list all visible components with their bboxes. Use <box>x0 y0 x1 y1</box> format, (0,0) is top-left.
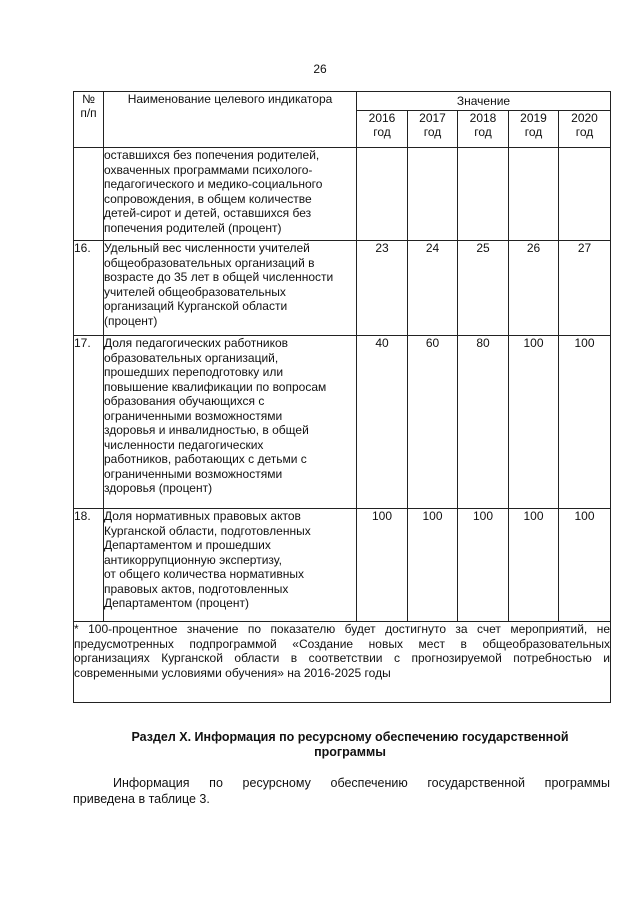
indicator-name <box>104 148 357 241</box>
indicator-name-line: учителей общеобразовательных <box>104 284 286 299</box>
page-number: 26 <box>313 62 327 76</box>
indicator-name <box>104 336 357 509</box>
indicator-name <box>104 509 357 622</box>
year-label: 2018 <box>469 111 497 125</box>
paragraph-line-2: приведена в таблице 3. <box>73 791 210 806</box>
indicator-name-line: Доля педагогических работников <box>104 336 289 350</box>
indicator-value: 100 <box>408 509 458 622</box>
table-header-row <box>74 92 611 111</box>
row-number <box>74 148 104 241</box>
indicator-name <box>104 241 357 336</box>
row-number: 17. <box>74 336 104 509</box>
year-unit: год <box>474 125 492 139</box>
year-unit: год <box>524 125 543 139</box>
indicator-value: 80 <box>458 336 509 509</box>
indicator-name-line: общеобразовательных организаций в <box>104 255 315 270</box>
indicator-name-line: попечения родителей (процент) <box>104 220 282 235</box>
indicator-value: 100 <box>559 336 611 509</box>
indicator-name-line: оставшихся без попечения родителей, <box>104 148 320 162</box>
indicator-name-line: ограниченными возможностями <box>104 466 283 481</box>
section-title-line-1: Раздел X. Информация по ресурсному обеспечению государственной <box>131 730 569 744</box>
row-number: 16. <box>74 241 104 336</box>
year-unit: год <box>423 125 442 139</box>
indicator-name-line: образования обучающихся с <box>104 394 265 408</box>
indicator-value <box>559 148 611 241</box>
indicator-name-line: правовых актов, подготовленных <box>104 581 289 596</box>
header-values: Значение <box>357 92 611 111</box>
indicator-value: 25 <box>458 241 509 336</box>
header-year-2020 <box>559 111 611 148</box>
year-label: 2016 <box>368 111 396 125</box>
table-row <box>74 241 611 336</box>
indicator-value <box>458 148 509 241</box>
header-year-2016 <box>357 111 408 148</box>
target-indicators-table <box>73 91 611 703</box>
indicator-value: 100 <box>357 509 408 622</box>
indicator-name-line: образовательных организаций, <box>104 350 279 365</box>
table-row <box>74 148 611 241</box>
year-label: 2019 <box>520 111 547 125</box>
header-year-2017 <box>408 111 458 148</box>
table-row <box>74 336 611 509</box>
indicator-name-line: численности педагогических <box>104 437 264 452</box>
indicator-value: 26 <box>509 241 559 336</box>
indicator-value: 100 <box>559 509 611 622</box>
indicator-name-line: здоровья (процент) <box>104 481 213 495</box>
indicator-name-line: охваченных программами психолого- <box>104 162 313 177</box>
section-title <box>100 730 600 760</box>
section-title-line-2: программы <box>314 745 386 759</box>
indicator-name-line: педагогического и медико-социального <box>104 177 323 191</box>
indicator-value <box>509 148 559 241</box>
header-year-2018 <box>458 111 509 148</box>
indicator-value: 100 <box>458 509 509 622</box>
year-unit: год <box>373 125 391 139</box>
indicator-value: 23 <box>357 241 408 336</box>
paragraph-line-1: Информация по ресурсному обеспечению государственной программы <box>113 776 610 790</box>
header-number-symbol: № <box>82 92 95 106</box>
indicator-value: 24 <box>408 241 458 336</box>
indicator-name-line: Департаментом и прошедших <box>104 538 271 552</box>
footnote: * 100-процентное значение по показателю будет достигнуто за счет мероприятий, не предусмотренных подпрограммой «Создание новых мест в общеобразовательных организациях Курганской области в соответствии с прогнозируемой потребностью и современными условиями обучения» на 2016-2025 годы <box>74 622 611 703</box>
header-number-column <box>74 92 104 148</box>
header-year-2019 <box>509 111 559 148</box>
indicator-name-line: работников, работающих с детьми с <box>104 452 307 466</box>
footnote-row <box>74 622 611 703</box>
resource-info-paragraph <box>73 776 610 807</box>
header-indicator-name: Наименование целевого индикатора <box>104 92 357 148</box>
indicator-value <box>408 148 458 241</box>
table-row <box>74 509 611 622</box>
header-number-abbr: п/п <box>80 106 97 120</box>
indicator-name-line: детей-сирот и детей, оставшихся без <box>104 206 312 220</box>
indicator-name-line: Удельный вес численности учителей <box>104 241 310 255</box>
indicator-name-line: ограниченными возможностями <box>104 408 283 423</box>
indicator-name-line: от общего количества нормативных <box>104 567 304 581</box>
indicator-value: 27 <box>559 241 611 336</box>
indicator-name-line: здоровья и инвалидностью, в общей <box>104 423 309 437</box>
indicator-value: 40 <box>357 336 408 509</box>
indicator-value <box>357 148 408 241</box>
indicator-value: 60 <box>408 336 458 509</box>
indicator-name-line: Курганской области, подготовленных <box>104 523 311 538</box>
indicator-name-line: (процент) <box>104 313 158 328</box>
year-label: 2017 <box>419 111 446 125</box>
indicator-name-line: прошедших переподготовку или <box>104 365 284 379</box>
indicator-name-line: Департаментом (процент) <box>104 596 249 610</box>
indicator-value: 100 <box>509 336 559 509</box>
year-label: 2020 <box>571 111 598 125</box>
indicator-name-line: возрасте до 35 лет в общей численности <box>104 270 334 284</box>
indicator-name-line: организаций Курганской области <box>104 299 288 313</box>
indicator-name-line: Доля нормативных правовых актов <box>104 509 301 523</box>
row-number: 18. <box>74 509 104 622</box>
indicator-name-line: повышение квалификации по вопросам <box>104 379 327 394</box>
indicator-name-line: антикоррупционную экспертизу, <box>104 552 282 567</box>
year-unit: год <box>575 125 594 139</box>
indicator-name-line: сопровождения, в общем количестве <box>104 191 312 206</box>
indicator-value: 100 <box>509 509 559 622</box>
